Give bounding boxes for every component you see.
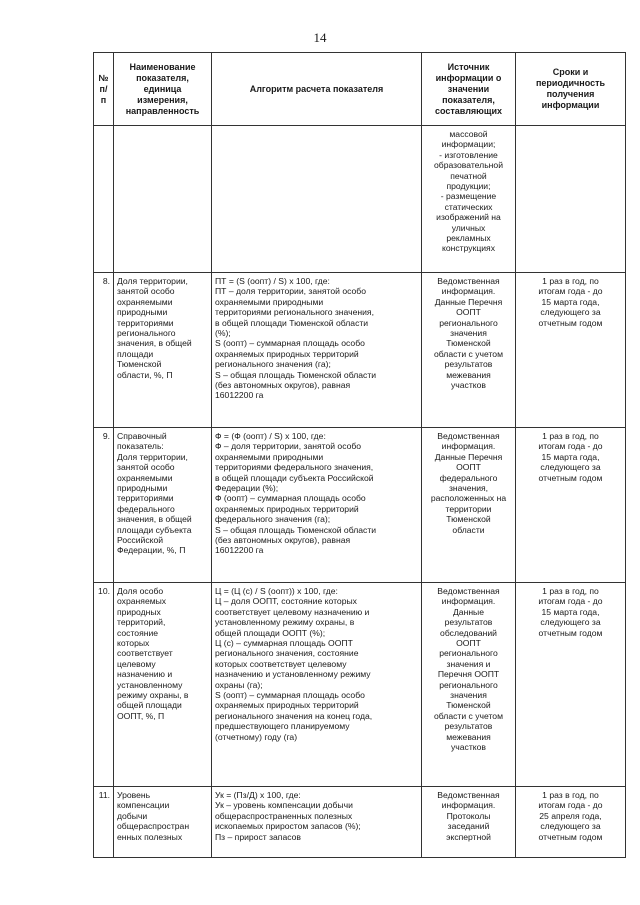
cell-source: Ведомственная информация. Протоколы заседаний экспертной bbox=[422, 787, 516, 858]
header-source: Источник информации о значении показателя, составляющих bbox=[422, 53, 516, 126]
cell-period: 1 раз в год, по итогам года - до 15 марта года, следующего за отчетным годом bbox=[516, 428, 626, 583]
header-name: Наименование показателя, единица измерения, направленность bbox=[114, 53, 212, 126]
cell-num: 11. bbox=[94, 787, 114, 858]
cell-num: 8. bbox=[94, 273, 114, 428]
table-header-row bbox=[94, 53, 626, 126]
cell-algorithm: ПТ = (S (оопт) / S) x 100, где: ПТ – доля территории, занятой особо охраняемыми природными территориями регионального значения, в общей площади Тюменской области (%); S (оопт) – суммарная площадь особо охраняемых природных территорий регионального значения (га); S – общая площадь Тюменской области (без автономных округов), равная 16012200 га bbox=[212, 273, 422, 428]
cell-period: 1 раз в год, по итогам года - до 15 марта года, следующего за отчетным годом bbox=[516, 583, 626, 787]
cell-source: Ведомственная информация. Данные Перечня ООПТ регионального значения Тюменской области с учетом результатов межевания участков bbox=[422, 273, 516, 428]
cell-name: Доля территории, занятой особо охраняемыми природными территориями регионального значения, в общей площади Тюменской области, %, П bbox=[114, 273, 212, 428]
header-algorithm: Алгоритм расчета показателя bbox=[212, 53, 422, 126]
cell-source: Ведомственная информация. Данные результатов обследований ООПТ регионального значения и Перечня ООПТ регионального значения Тюменской области с учетом результатов межевания участков bbox=[422, 583, 516, 787]
table-row bbox=[94, 273, 626, 428]
table-row bbox=[94, 583, 626, 787]
cell-name bbox=[114, 126, 212, 273]
page-number: 14 bbox=[313, 30, 327, 45]
cell-num: 10. bbox=[94, 583, 114, 787]
header-num: № п/п bbox=[94, 53, 114, 126]
cell-period: 1 раз в год, по итогам года - до 25 апреля года, следующего за отчетным годом bbox=[516, 787, 626, 858]
cell-period bbox=[516, 126, 626, 273]
cell-algorithm: Ц = (Ц (с) / S (оопт)) x 100, где: Ц – доля ООПТ, состояние которых соответствует целевому назначению и установленному режиму охраны, в общей площади ООПТ (%); Ц (с) – суммарная площадь ООПТ регионального значения, состояние которых соответствует целевому назначению и установленному режиму охраны (га); S (оопт) – суммарная площадь особо охраняемых природных территорий регионального значения на конец года, предшествующего планируемому (отчетному) году (га) bbox=[212, 583, 422, 787]
cell-name: Уровень компенсации добычи общераспростран енных полезных bbox=[114, 787, 212, 858]
cell-name: Доля особо охраняемых природных территорий, состояние которых соответствует целевому назначению и установленному режиму охраны, в общей площади ООПТ, %, П bbox=[114, 583, 212, 787]
indicators-table bbox=[93, 52, 626, 858]
header-period: Сроки и периодичность получения информации bbox=[516, 53, 626, 126]
cell-num bbox=[94, 126, 114, 273]
cell-source: массовой информации; - изготовление образовательной печатной продукции; - размещение статических изображений на уличных рекламных конструкциях bbox=[422, 126, 516, 273]
cell-period: 1 раз в год, по итогам года - до 15 марта года, следующего за отчетным годом bbox=[516, 273, 626, 428]
cell-algorithm: Ф = (Ф (оопт) / S) x 100, где: Ф – доля территории, занятой особо охраняемыми природными территориями федерального значения, в общей площади субъекта Российской Федерации (%); Ф (оопт) – суммарная площадь особо охраняемых природных территорий федерального значения (га); S – общая площадь Тюменской области (без автономных округов), равная 16012200 га bbox=[212, 428, 422, 583]
cell-num: 9. bbox=[94, 428, 114, 583]
table-row bbox=[94, 787, 626, 858]
cell-name: Справочный показатель: Доля территории, занятой особо охраняемыми природными территориями федерального значения, в общей площади субъекта Российской Федерации, %, П bbox=[114, 428, 212, 583]
table-row-continuation bbox=[94, 126, 626, 273]
cell-algorithm bbox=[212, 126, 422, 273]
table-row bbox=[94, 428, 626, 583]
cell-algorithm: Ук = (Пз/Д) x 100, где: Ук – уровень компенсации добычи общераспространенных полезных ископаемых приростом запасов (%); Пз – прирост запасов bbox=[212, 787, 422, 858]
cell-source: Ведомственная информация. Данные Перечня ООПТ федерального значения, расположенных на территории Тюменской области bbox=[422, 428, 516, 583]
